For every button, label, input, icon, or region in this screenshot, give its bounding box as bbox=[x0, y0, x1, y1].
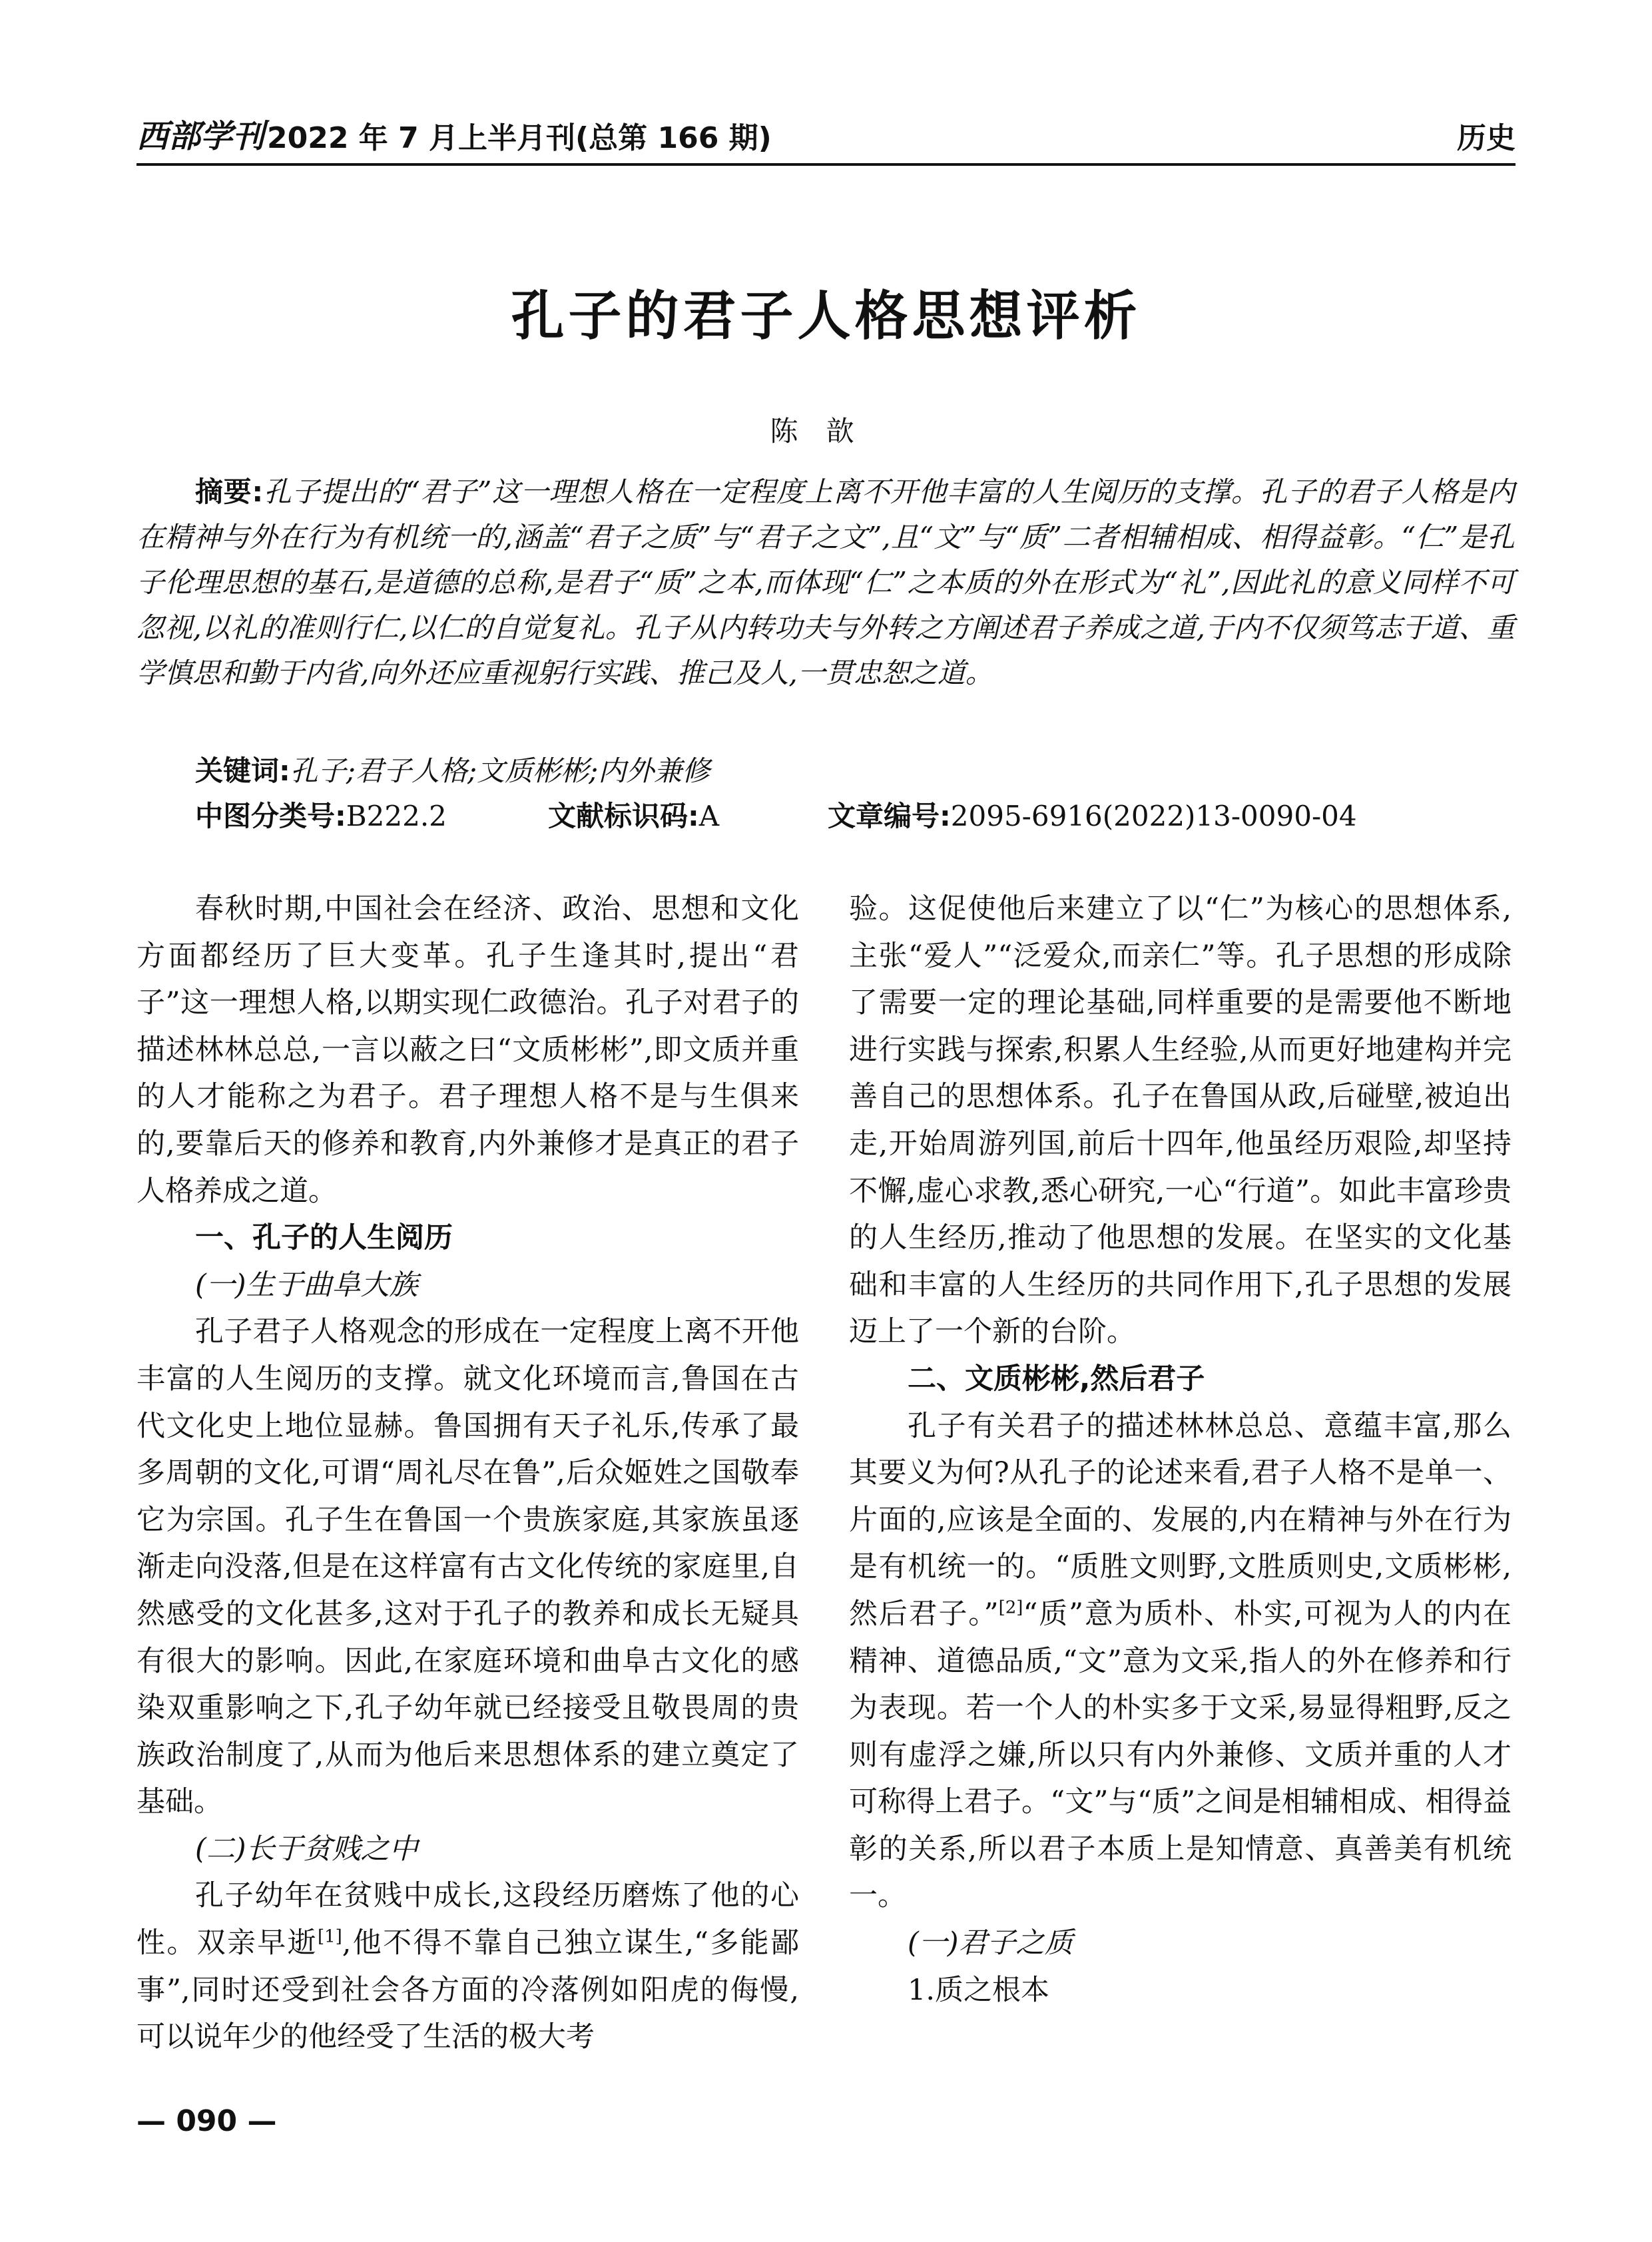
abstract bbox=[137, 469, 1515, 696]
abstract-text: 孔子提出的“君子”这一理想人格在一定程度上离不开他丰富的人生阅历的支撑。孔子的君子人格是内在精神与外在行为有机统一的,涵盖“君子之质”与“君子之文”,且“文”与“质”二者相辅相成、相得益彰。“仁”是孔子伦理思想的基石,是道德的总称,是君子“质”之本,而体现“仁”之本质的外在形式为“礼”,因此礼的意义同样不可忽视,以礼的准则行仁,以仁的自觉复礼。孔子从内转功夫与外转之方阐述君子养成之道,于内不仅须笃志于道、重学慎思和勤于内省,向外还应重视躬行实践、推己及人,一贯忠恕之道。 bbox=[137, 475, 1515, 689]
paragraph-poverty bbox=[137, 1872, 799, 2060]
reference-2: [2] bbox=[998, 1597, 1023, 1618]
body-column-right bbox=[849, 886, 1512, 2014]
keywords-label: 关键词: bbox=[195, 754, 290, 787]
subsection-heading-2-1: (一)君子之质 bbox=[908, 1926, 1073, 1960]
section-heading-2: 二、文质彬彬,然后君子 bbox=[908, 1362, 1205, 1396]
doc-value: A bbox=[698, 800, 720, 832]
author-name: 陈歆 bbox=[770, 415, 882, 447]
paragraph-experience: 验。这促使他后来建立了以“仁”为核心的思想体系,主张“爱人”“泛爱众,而亲仁”等。孔子思想的形成除了需要一定的理论基础,同样重要的是需要他不断地进行实践与探索,积累人生经验,从而更好地建构并完善自己的思想体系。孔子在鲁国从政,后碰壁,被迫出走,开始周游列国,前后十四年,他虽经历艰险,却坚持不懈,虚心求教,悉心研究,一心“行道”。如此丰富珍贵的人生经历,推动了他思想的发展。在坚实的文化基础和丰富的人生经历的共同作用下,孔子思想的发展迈上了一个新的台阶。 bbox=[849, 892, 1512, 1349]
paragraph-qufu: 孔子君子人格观念的形成在一定程度上离不开他丰富的人生阅历的支撑。就文化环境而言,鲁国在古代文化史上地位显赫。鲁国拥有天子礼乐,传承了最多周朝的文化,可谓“周礼尽在鲁”,后众姬姓之国敬奉它为宗国。孔子生在鲁国一个贵族家庭,其家族虽逐渐走向没落,但是在这样富有古文化传统的家庭里,自然感受的文化甚多,这对于孔子的教养和成长无疑具有很大的影响。因此,在家庭环境和曲阜古文化的感染双重影响之下,孔子幼年就已经接受且敬畏周的贵族政治制度了,从而为他后来思想体系的建立奠定了基础。 bbox=[137, 1315, 799, 1819]
body-column-left bbox=[137, 886, 799, 2061]
paragraph-wenzhi bbox=[849, 1403, 1512, 1920]
clc-value: B222.2 bbox=[346, 800, 447, 832]
clc-label: 中图分类号: bbox=[195, 800, 346, 832]
document-code bbox=[548, 794, 719, 834]
doc-label: 文献标识码: bbox=[548, 800, 699, 832]
keywords-text: 孔子;君子人格;文质彬彬;内外兼修 bbox=[290, 754, 710, 787]
header-left bbox=[137, 111, 772, 156]
subsection-heading-1-1: (一)生于曲阜大族 bbox=[195, 1268, 418, 1302]
subsection-heading-1-2: (二)长于贫贱之中 bbox=[195, 1832, 418, 1866]
paragraph-wenzhi-part2: “质”意为质朴、朴实,可视为人的内在精神、道德品质,“文”意为文采,指人的外在修养和行为表现。若一个人的朴实多于文采,易显得粗野,反之则有虚浮之嫌,所以只有内外兼修、文质并重的人才可称得上君子。“文”与“质”之间是相辅相成、相得益彰的关系,所以君子本质上是知情意、真善美有机统一。 bbox=[849, 1597, 1512, 1913]
running-header bbox=[137, 110, 1515, 156]
abstract-label: 摘要: bbox=[195, 475, 264, 508]
clc-code bbox=[195, 794, 447, 834]
article-title: 孔子的君子人格思想评析 bbox=[511, 285, 1141, 347]
paragraph-intro: 春秋时期,中国社会在经济、政治、思想和文化方面都经历了巨大变革。孔子生逢其时,提出“君子”这一理想人格,以期实现仁政德治。孔子对君子的描述林林总总,一言以蔽之曰“文质彬彬”,即文质并重的人才能称之为君子。君子理想人格不是与生俱来的,要靠后天的修养和教育,内外兼修才是真正的君子人格养成之道。 bbox=[137, 892, 799, 1208]
keywords bbox=[195, 749, 710, 789]
journal-logo: 西部学刊 bbox=[137, 118, 265, 155]
subsubsection-heading-2-1-1: 1.质之根本 bbox=[908, 1973, 1050, 2007]
article-value: 2095-6916(2022)13-0090-04 bbox=[950, 800, 1357, 832]
header-rule bbox=[137, 163, 1515, 166]
reference-1: [1] bbox=[317, 1926, 342, 1947]
section-label: 历史 bbox=[1457, 121, 1515, 155]
paragraph-wenzhi-part1: 孔子有关君子的描述林林总总、意蕴丰富,那么其要义为何?从孔子的论述来看,君子人格不是单一、片面的,应该是全面的、发展的,内在精神与外在行为是有机统一的。“质胜文则野,文胜质则史,文质彬彬,然后君子。” bbox=[849, 1409, 1512, 1631]
article-label: 文章编号: bbox=[828, 800, 951, 832]
section-heading-1: 一、孔子的人生阅历 bbox=[195, 1221, 453, 1255]
paragraph-poverty-part2: ,他不得不靠自己独立谋生,“多能鄙事”,同时还受到社会各方面的冷落例如阳虎的侮慢,可以说年少的他经受了生活的极大考 bbox=[137, 1926, 799, 2054]
issue-info: 2022 年 7 月上半月刊(总第 166 期) bbox=[267, 121, 772, 155]
article-number bbox=[828, 794, 1357, 834]
page-number: — 090 — bbox=[137, 2104, 277, 2138]
paragraph-poverty-part1: 孔子幼年在贫贱中成长,这段经历磨炼了他的心性。双亲早逝 bbox=[137, 1879, 799, 1960]
